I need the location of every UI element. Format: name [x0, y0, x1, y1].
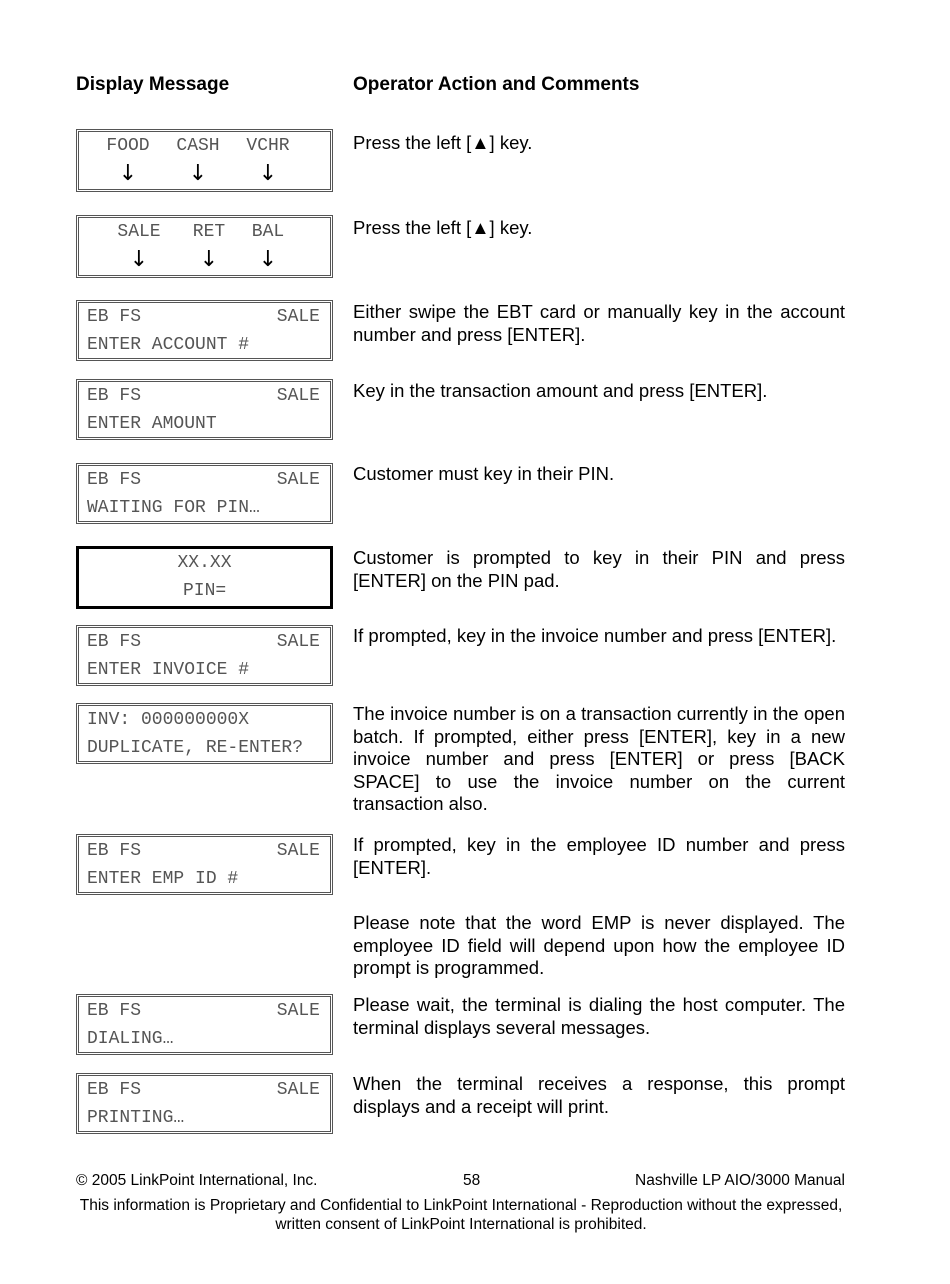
- pin-pad-prompt: PIN=: [183, 581, 227, 601]
- manual-title: Nashville LP AIO/3000 Manual: [635, 1172, 845, 1189]
- lcd-transaction-type: SALE: [276, 386, 320, 406]
- lcd-line-2: [87, 162, 320, 186]
- lcd-enter-emp-id: [76, 834, 333, 895]
- step-comment: Key in the transaction amount and press [ENTER].: [353, 380, 768, 401]
- lcd-food-cash-vchr: [76, 129, 333, 192]
- lcd-option-food: FOOD: [106, 136, 150, 156]
- lcd-sale-ret-bal: [76, 215, 333, 278]
- step-comment: Either swipe the EBT card or manually key in the account number and press [ENTER].: [353, 301, 845, 345]
- lcd-option-bal: BAL: [251, 222, 285, 242]
- lcd-enter-amount: [76, 379, 333, 440]
- down-arrow-icon: ↓: [118, 161, 138, 186]
- pin-pad-display: [76, 546, 333, 609]
- lcd-printing: [76, 1073, 333, 1134]
- lcd-line-1: [87, 1078, 320, 1102]
- lcd-prompt: DIALING…: [87, 1029, 174, 1049]
- step-comment: Customer is prompted to key in their PIN and press [ENTER] on the PIN pad.: [353, 547, 845, 591]
- lcd-transaction-type: SALE: [276, 632, 320, 652]
- lcd-prompt: WAITING FOR PIN…: [87, 498, 260, 518]
- lcd-line-1: [87, 134, 320, 158]
- lcd-prompt: ENTER EMP ID #: [87, 869, 239, 889]
- down-arrow-icon: ↓: [129, 247, 149, 272]
- lcd-prompt: ENTER ACCOUNT #: [87, 335, 250, 355]
- lcd-option-ret: RET: [192, 222, 226, 242]
- down-arrow-icon: ↓: [258, 247, 278, 272]
- lcd-duplicate-invoice: [76, 703, 333, 764]
- step-comment: Press the left [▲] key.: [353, 132, 533, 153]
- lcd-line-1: [87, 305, 320, 329]
- step-comment: When the terminal receives a response, this prompt displays and a receipt will print.: [353, 1073, 845, 1117]
- lcd-mode: EB FS: [87, 386, 142, 406]
- down-arrow-icon: ↓: [188, 161, 208, 186]
- lcd-mode: EB FS: [87, 841, 142, 861]
- lcd-option-sale: SALE: [117, 222, 161, 242]
- lcd-line-1: [87, 220, 320, 244]
- lcd-prompt: DUPLICATE, RE-ENTER?: [87, 738, 304, 758]
- down-arrow-icon: ↓: [199, 247, 219, 272]
- page-number: 58: [463, 1172, 481, 1189]
- emp-note: Please note that the word EMP is never displayed. The employee ID field will depend upon how the employee ID prompt is programmed.: [353, 912, 845, 979]
- lcd-mode: EB FS: [87, 1080, 142, 1100]
- lcd-waiting-for-pin: [76, 463, 333, 524]
- lcd-enter-invoice: [76, 625, 333, 686]
- lcd-prompt: ENTER AMOUNT: [87, 414, 217, 434]
- lcd-prompt: PRINTING…: [87, 1108, 185, 1128]
- lcd-mode: EB FS: [87, 632, 142, 652]
- lcd-prompt: ENTER INVOICE #: [87, 660, 250, 680]
- lcd-line-1: [87, 468, 320, 492]
- lcd-line-1: [87, 839, 320, 863]
- lcd-mode: EB FS: [87, 1001, 142, 1021]
- lcd-line-2: [87, 248, 320, 272]
- step-comment: The invoice number is on a transaction currently in the open batch. If prompted, either press [ENTER], key in a new invoice number and press [ENTER] or press [BACK SPACE] to use the invoice number on the current transaction also.: [353, 703, 845, 815]
- lcd-option-vchr: VCHR: [246, 136, 290, 156]
- footer-copyright: © 2005 LinkPoint International, Inc.: [76, 1172, 318, 1189]
- lcd-dialing: [76, 994, 333, 1055]
- lcd-transaction-type: SALE: [276, 841, 320, 861]
- step-comment: Customer must key in their PIN.: [353, 463, 615, 484]
- lcd-transaction-type: SALE: [276, 470, 320, 490]
- lcd-line-1: [87, 999, 320, 1023]
- step-comment: If prompted, key in the invoice number and press [ENTER].: [353, 625, 837, 646]
- lcd-mode: EB FS: [87, 470, 142, 490]
- lcd-transaction-type: SALE: [276, 1080, 320, 1100]
- pin-pad-amount: XX.XX: [177, 553, 232, 573]
- operator-action-heading: Operator Action and Comments: [353, 74, 640, 95]
- lcd-transaction-type: SALE: [276, 307, 320, 327]
- display-message-heading: Display Message: [76, 74, 230, 95]
- lcd-mode: EB FS: [87, 307, 142, 327]
- confidentiality-notice: This information is Proprietary and Confidential to LinkPoint International - Reproduction without the expressed, written consent of LinkPoint International is prohibited.: [79, 1197, 843, 1233]
- lcd-option-cash: CASH: [176, 136, 220, 156]
- lcd-line-1: [87, 384, 320, 408]
- lcd-invoice-line: INV: 000000000X: [87, 710, 250, 730]
- step-comment: Press the left [▲] key.: [353, 217, 533, 238]
- down-arrow-icon: ↓: [258, 161, 278, 186]
- step-comment: Please wait, the terminal is dialing the host computer. The terminal displays several messages.: [353, 994, 845, 1038]
- lcd-transaction-type: SALE: [276, 1001, 320, 1021]
- lcd-enter-account: [76, 300, 333, 361]
- lcd-line-1: [87, 630, 320, 654]
- step-comment: If prompted, key in the employee ID number and press [ENTER].: [353, 834, 845, 878]
